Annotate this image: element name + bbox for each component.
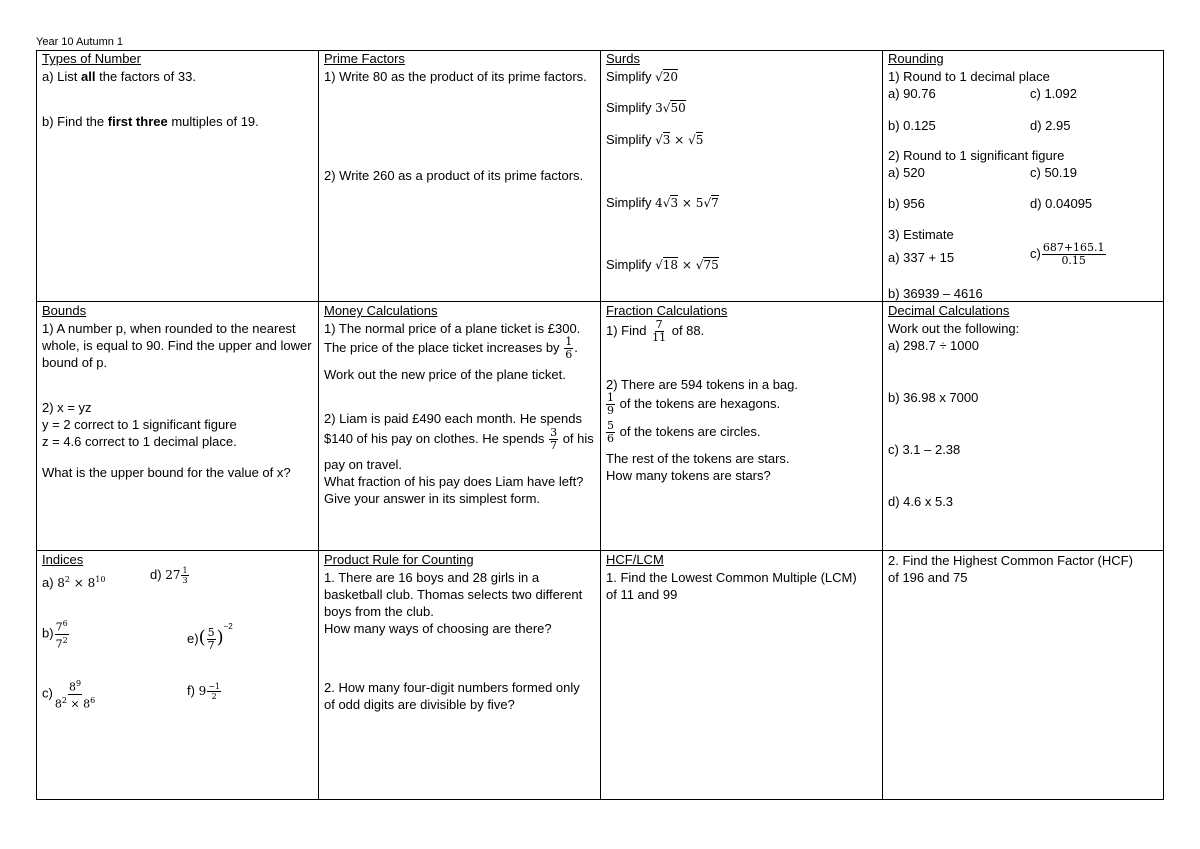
math: √18 × √75 (655, 258, 719, 272)
fraction-line-3 (606, 392, 780, 417)
money-title: Money Calculations (324, 303, 438, 318)
label: d) (150, 567, 162, 582)
indices-e (187, 618, 233, 652)
exponent-fraction (181, 566, 188, 585)
denominator: 6 (607, 432, 614, 445)
decimal-line-1: Work out the following: (888, 321, 1020, 336)
money-line-1: 1) The normal price of a plane ticket is £300. (324, 321, 581, 336)
rounding-q2: 2) Round to 1 significant figure (888, 148, 1065, 163)
rounding-q2d: d) 0.04095 (1030, 196, 1093, 211)
product-rule-line-4: How many ways of choosing are there? (324, 621, 552, 636)
label: c) (42, 685, 53, 701)
exponent: −2 (223, 622, 233, 631)
surds-title: Surds (606, 51, 640, 66)
rounding-q3c (1030, 242, 1107, 267)
denominator (55, 635, 69, 651)
indices-title: Indices (42, 552, 84, 567)
prime-factors-q1: 1) Write 80 as the product of its prime factors. (324, 69, 587, 84)
rounding-q2a: a) 520 (888, 165, 925, 180)
exponent: 9 (76, 679, 82, 688)
math: √3 × √5 (655, 133, 704, 147)
bounds-line-5: y = 2 correct to 1 significant figure (42, 417, 237, 432)
coef: 4 (655, 196, 663, 210)
fraction (606, 420, 615, 445)
indices-a (42, 571, 105, 592)
indices-c (42, 678, 97, 710)
numerator (68, 678, 82, 695)
fraction-title: Fraction Calculations (606, 303, 728, 318)
numerator: 1 (182, 566, 188, 575)
label: e) (187, 631, 199, 646)
denominator (54, 695, 96, 711)
numerator: 5 (207, 626, 215, 640)
text: . (574, 339, 578, 355)
numerator: −1 (208, 682, 221, 691)
product-rule-title: Product Rule for Counting (324, 552, 474, 567)
money-line-4: 2) Liam is paid £490 each month. He spends (324, 411, 582, 426)
denominator: 6 (565, 348, 573, 361)
label: c) (1030, 245, 1041, 261)
text: 1) Find (606, 322, 647, 338)
text: of the tokens are hexagons. (619, 395, 781, 411)
text: $140 of his pay on clothes. He spends (324, 430, 545, 446)
base: 8 (87, 576, 96, 590)
fraction (606, 392, 615, 417)
prime-factors-q2: 2) Write 260 as a product of its prime factors. (324, 168, 584, 183)
numerator: 3 (550, 426, 558, 439)
rounding-title: Rounding (888, 51, 944, 66)
bracket-left: ( (198, 627, 206, 648)
rounding-q3a: a) 337 + 15 (888, 250, 955, 265)
fraction (54, 678, 96, 710)
bounds-line-2: whole, is equal to 90. Find the upper and lower (42, 338, 312, 353)
rounding-q1: 1) Round to 1 decimal place (888, 69, 1050, 84)
text: of 88. (671, 322, 705, 338)
exponent: 2 (61, 695, 67, 705)
rounding-q2b: b) 956 (888, 196, 925, 211)
times: × (73, 576, 84, 590)
radicand: 75 (703, 258, 719, 272)
bracket-right: ) (216, 627, 224, 648)
radicand: 20 (662, 70, 679, 84)
surd-3 (606, 131, 703, 149)
denominator: 7 (207, 639, 215, 653)
label: f) (187, 683, 195, 698)
product-rule-line-2: basketball club. Thomas selects two different (324, 587, 583, 602)
money-line-5 (324, 427, 594, 452)
fraction-line-1 (606, 319, 704, 344)
text: The price of the place ticket increases by (324, 339, 560, 355)
product-rule-line-1: 1. There are 16 boys and 28 girls in a (324, 570, 540, 585)
bounds-line-6: z = 4.6 correct to 1 decimal place. (42, 434, 237, 449)
exponent: 2 (64, 575, 70, 584)
radicand: 5 (695, 133, 704, 147)
numerator (55, 618, 69, 635)
hcf-lcm-title: HCF/LCM (606, 552, 664, 567)
text: of the tokens are circles. (619, 423, 761, 439)
hcf-line-2: of 196 and 75 (888, 570, 968, 585)
types-of-number-question-a (42, 68, 196, 85)
decimal-a: a) 298.7 ÷ 1000 (888, 338, 979, 353)
base: 9 (198, 684, 207, 698)
text: a) List (42, 69, 82, 84)
fraction (55, 618, 69, 650)
numerator: 1 (607, 391, 614, 404)
surd-1 (606, 68, 678, 86)
fraction-line-2: 2) There are 594 tokens in a bag. (606, 377, 798, 392)
prime-factors-title: Prime Factors (324, 51, 405, 66)
bounds-title: Bounds (42, 303, 87, 318)
base: 8 (57, 576, 65, 590)
denominator: 3 (182, 576, 188, 585)
exponent: 2 (62, 635, 68, 645)
fraction (207, 627, 216, 652)
indices-d (150, 566, 190, 585)
radicand: 3 (662, 133, 671, 147)
rounding-q3: 3) Estimate (888, 227, 954, 242)
hcf-lcm-line-2: of 11 and 99 (606, 587, 678, 602)
text: the factors of 33. (95, 69, 196, 84)
product-rule-line-3: boys from the club. (324, 604, 434, 619)
rounding-q1c: c) 1.092 (1030, 86, 1077, 101)
denominator: 7 (550, 439, 558, 452)
base: 8 (69, 680, 76, 694)
times: × (674, 133, 685, 147)
cell-types-of-number (36, 50, 319, 302)
text-bold: first three (107, 114, 168, 129)
product-rule-line-5: 2. How many four-digit numbers formed only (324, 680, 580, 695)
times: × (681, 258, 692, 272)
fraction-line-5: The rest of the tokens are stars. (606, 451, 790, 466)
hcf-line-1: 2. Find the Highest Common Factor (HCF) (888, 553, 1133, 568)
times: × (70, 697, 80, 711)
decimal-d: d) 4.6 x 5.3 (888, 494, 954, 509)
coef: 5 (695, 196, 704, 210)
denominator: 2 (211, 692, 217, 701)
text: multiples of 19. (167, 114, 259, 129)
exponent: 6 (62, 619, 68, 628)
times: × (681, 196, 692, 210)
surd-4 (606, 194, 719, 212)
math: 4√3 × 5√7 (655, 196, 719, 210)
coef: 3 (655, 101, 663, 115)
cell-hcf2 (882, 550, 1164, 800)
text: Simplify (606, 69, 652, 84)
product-rule-line-6: of odd digits are divisible by five? (324, 697, 515, 712)
types-of-number-title: Types of Number (42, 51, 141, 66)
fraction (651, 319, 667, 344)
rounding-q1d: d) 2.95 (1030, 118, 1071, 133)
decimal-title: Decimal Calculations (888, 303, 1010, 318)
rounding-q1a: a) 90.76 (888, 86, 936, 101)
numerator: 5 (607, 419, 614, 432)
text: Simplify (606, 132, 652, 147)
base: 7 (55, 620, 63, 634)
label: a) (42, 575, 54, 590)
radicand: 50 (670, 101, 686, 115)
denominator: 0.15 (1061, 254, 1086, 267)
text: Simplify (606, 257, 652, 272)
numerator: 1 (565, 335, 573, 348)
denominator: 11 (652, 331, 667, 344)
bounds-line-3: bound of p. (42, 355, 108, 370)
decimal-b: b) 36.98 x 7000 (888, 390, 979, 405)
money-line-2 (324, 336, 578, 361)
decimal-c: c) 3.1 – 2.38 (888, 442, 961, 457)
text: Simplify (606, 195, 652, 210)
math (57, 576, 105, 590)
text-bold: all (81, 69, 96, 84)
radicand: 3 (670, 196, 679, 210)
money-line-7: What fraction of his pay does Liam have left? (324, 474, 584, 489)
money-line-3: Work out the new price of the plane ticket. (324, 367, 566, 382)
numerator: 687+165.1 (1042, 241, 1105, 254)
numerator: 7 (655, 318, 663, 331)
text: of his (562, 430, 594, 446)
bounds-line-4: 2) x = yz (42, 400, 92, 415)
exponent: 6 (90, 695, 96, 705)
base: 27 (165, 568, 181, 582)
base: 7 (55, 637, 63, 651)
fraction-line-4 (606, 420, 761, 445)
indices-b (42, 618, 70, 650)
radicand: 7 (711, 196, 719, 210)
surd-5 (606, 256, 719, 274)
math: √20 (655, 70, 679, 84)
bounds-line-7: What is the upper bound for the value of x? (42, 465, 291, 480)
base: 8 (83, 697, 91, 711)
rounding-q1b: b) 0.125 (888, 118, 936, 133)
denominator: 9 (607, 404, 614, 417)
math: 3√50 (655, 101, 686, 115)
exponent: 10 (95, 575, 106, 584)
exponent-fraction (207, 682, 221, 701)
fraction (1042, 242, 1106, 267)
indices-f (187, 682, 222, 701)
surd-2 (606, 99, 686, 117)
math (165, 568, 180, 582)
bounds-line-1: 1) A number p, when rounded to the nearest (42, 321, 296, 336)
text: b) Find the (42, 114, 108, 129)
radicand: 18 (662, 258, 679, 272)
rounding-q2c: c) 50.19 (1030, 165, 1077, 180)
label: b) (42, 625, 54, 641)
text: Simplify (606, 100, 652, 115)
money-line-6: pay on travel. (324, 457, 403, 472)
types-of-number-question-b (42, 113, 259, 130)
fraction-line-6: How many tokens are stars? (606, 468, 771, 483)
fraction (564, 336, 573, 361)
hcf-lcm-line-1: 1. Find the Lowest Common Multiple (LCM) (606, 570, 857, 585)
page-header: Year 10 Autumn 1 (36, 36, 124, 48)
money-line-8: Give your answer in its simplest form. (324, 491, 541, 506)
fraction (549, 427, 558, 452)
rounding-q3b: b) 36939 – 4616 (888, 286, 983, 301)
base: 8 (54, 697, 62, 711)
